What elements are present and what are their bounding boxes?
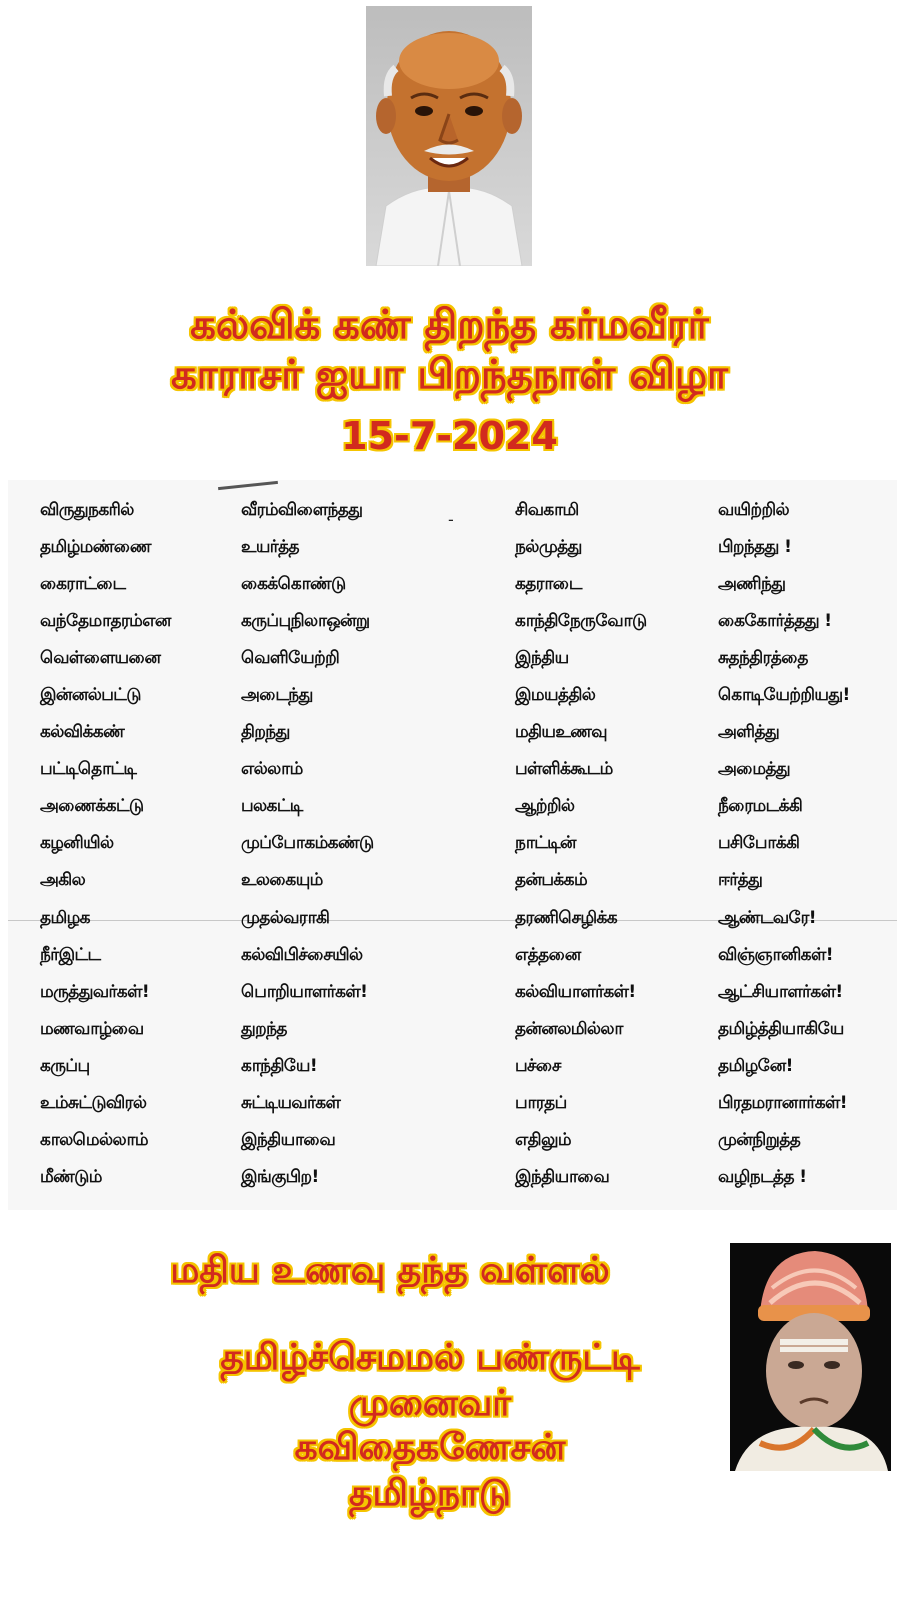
poem-cell: தன்பக்கம்	[515, 870, 588, 890]
portrait-bottom	[730, 1243, 891, 1471]
poem-row	[8, 574, 897, 612]
poem-row	[8, 537, 897, 575]
poem-cell: அமைத்து	[718, 759, 791, 779]
poem-cell: முன்நிறுத்த	[718, 1130, 801, 1150]
poem-cell: ஆட்சியாளர்கள்!	[718, 982, 843, 1002]
poem-cell: ஆண்டவரே!	[718, 908, 816, 928]
poem-cell: அணிந்து	[718, 574, 786, 594]
poem-cell: தமிழக	[40, 908, 90, 928]
poem-cell: திறந்து	[241, 722, 290, 742]
poem-cell: வந்தேமாதரம்என	[40, 611, 171, 631]
poem-cell: அடைந்து	[241, 685, 313, 705]
title-line-2: காராசர் ஐயா பிறந்தநாள் விழா	[171, 352, 728, 398]
poem-row	[8, 945, 897, 983]
poem-row	[8, 908, 897, 946]
poem-cell: மணவாழ்வை	[40, 1019, 144, 1039]
poem-row	[8, 1093, 897, 1131]
footer-line-2: தமிழ்ச்செமமல் பண்ருட்டி	[220, 1337, 640, 1378]
poem-cell: காலமெல்லாம்	[40, 1130, 148, 1150]
poem-cell: நீர்இட்ட	[40, 945, 101, 965]
poem-row	[8, 500, 897, 538]
poem-cell: மருத்துவர்கள்!	[40, 982, 149, 1002]
poem-top-mark	[218, 481, 278, 490]
poem-cell: அகில	[40, 870, 86, 890]
poem-cell: கொடியேற்றியது!	[718, 685, 850, 705]
poem-cell: துறந்த	[241, 1019, 287, 1039]
poem-cell: பிரதமரானார்கள்!	[718, 1093, 847, 1113]
poem-cell: மீண்டும்	[40, 1167, 102, 1187]
poem-cell: பிறந்தது !	[718, 537, 792, 557]
poem-cell: கல்விக்கண்	[40, 722, 125, 742]
poem-cell: இன்னல்பட்டு	[40, 685, 141, 705]
poem-cell: கல்விபிச்சையில்	[241, 945, 363, 965]
poem-cell: நாட்டின்	[515, 833, 576, 853]
poem-row	[8, 611, 897, 649]
poem-cell: பசிபோக்கி	[718, 833, 800, 853]
poem-cell: சுதந்திரத்தை	[718, 648, 808, 668]
poem-cell: விஞ்ஞானிகள்!	[718, 945, 833, 965]
poem-row	[8, 1130, 897, 1168]
poem-cell: ஈர்த்து	[718, 870, 763, 890]
poem-cell: இங்குபிற!	[241, 1167, 319, 1187]
poem-cell: வீரம்விளைந்தது	[241, 500, 363, 520]
poem-cell: தரணிசெழிக்க	[515, 908, 618, 928]
poem-row	[8, 982, 897, 1020]
poem-cell: எல்லாம்	[241, 759, 303, 779]
poem-cell: தமிழனே!	[718, 1056, 793, 1076]
poem-cell: பள்ளிக்கூடம்	[515, 759, 613, 779]
poem-cell: ஆற்றில்	[515, 796, 575, 816]
poem-cell: எத்தனை	[515, 945, 581, 965]
poem-cell: காந்தியே!	[241, 1056, 317, 1076]
footer-line-3: முனைவர்	[348, 1383, 512, 1424]
poem-cell: அளித்து	[718, 722, 780, 742]
poem-cell: இமயத்தில்	[515, 685, 596, 705]
poem-cell: வெள்ளையனை	[40, 648, 161, 668]
poem-cell: இந்திய	[515, 648, 569, 668]
poem-cell: தமிழ்த்தியாகியே	[718, 1019, 844, 1039]
poem-cell: பலகட்டி	[241, 796, 303, 816]
poem-table	[8, 480, 897, 1210]
poem-row	[8, 1056, 897, 1094]
poem-row	[8, 1167, 897, 1205]
poem-cell: வயிற்றில்	[718, 500, 790, 520]
poem-cell: கருப்பு	[40, 1056, 90, 1076]
footer-line-4: கவிதைகணேசன்	[294, 1427, 566, 1468]
poem-cell: கல்வியாளர்கள்!	[515, 982, 636, 1002]
poem-cell: கழனியில்	[40, 833, 114, 853]
poem-cell: வெளியேற்றி	[241, 648, 340, 668]
poem-row	[8, 685, 897, 723]
poem-cell: வழிநடத்த !	[718, 1167, 807, 1187]
poem-row	[8, 796, 897, 834]
poem-cell: கைகோர்த்தது !	[718, 611, 832, 631]
poem-cell: கைராட்டை	[40, 574, 126, 594]
poem-cell: பாரதப்	[515, 1093, 567, 1113]
poem-cell: பட்டிதொட்டி	[40, 759, 137, 779]
footer-line-5: தமிழ்நாடு	[349, 1473, 511, 1514]
poem-row	[8, 870, 897, 908]
poem-cell: முதல்வராகி	[241, 908, 330, 928]
poem-row	[8, 1019, 897, 1057]
poem-cell: எதிலும்	[515, 1130, 571, 1150]
poem-cell: கருப்புநிலாஒன்று	[241, 611, 370, 631]
poem-cell: உயர்த்த	[241, 537, 300, 557]
poem-cell: பச்சை	[515, 1056, 561, 1076]
poem-cell: அணைக்கட்டு	[40, 796, 144, 816]
title-line-1: கல்விக் கண் திறந்த கர்மவீரர்	[190, 302, 709, 348]
poem-cell: இந்தியாவை	[241, 1130, 336, 1150]
poem-cell: கைக்கொண்டு	[241, 574, 346, 594]
portrait-top	[366, 6, 532, 266]
poem-cell: நீரைமடக்கி	[718, 796, 803, 816]
poem-cell: மதியஉணவு	[515, 722, 607, 742]
poem-cell: முப்போகம்கண்டு	[241, 833, 374, 853]
poem-cell: பொறியாளர்கள்!	[241, 982, 368, 1002]
poem-cell: உம்சுட்டுவிரல்	[40, 1093, 147, 1113]
poem-cell: விருதுநகரில்	[40, 500, 134, 520]
poem-cell: காந்திநேருவோடு	[515, 611, 647, 631]
title-date: 15-7-2024	[341, 414, 558, 458]
poem-cell: கதராடை	[515, 574, 582, 594]
poem-cell: உலகையும்	[241, 870, 323, 890]
poem-cell: இந்தியாவை	[515, 1167, 610, 1187]
poem-cell: தன்னலமில்லா	[515, 1019, 623, 1039]
poem-cell: சுட்டியவர்கள்	[241, 1093, 341, 1113]
poem-cell: நல்முத்து	[515, 537, 582, 557]
poem-row	[8, 759, 897, 797]
poem-row	[8, 722, 897, 760]
footer-line-1: மதிய உணவு தந்த வள்ளல்	[170, 1250, 610, 1291]
poem-cell: சிவகாமி	[515, 500, 579, 520]
poem-cell: தமிழ்மண்ணை	[40, 537, 151, 557]
poem-dash: -	[448, 510, 454, 529]
poem-row	[8, 833, 897, 871]
poem-row	[8, 648, 897, 686]
